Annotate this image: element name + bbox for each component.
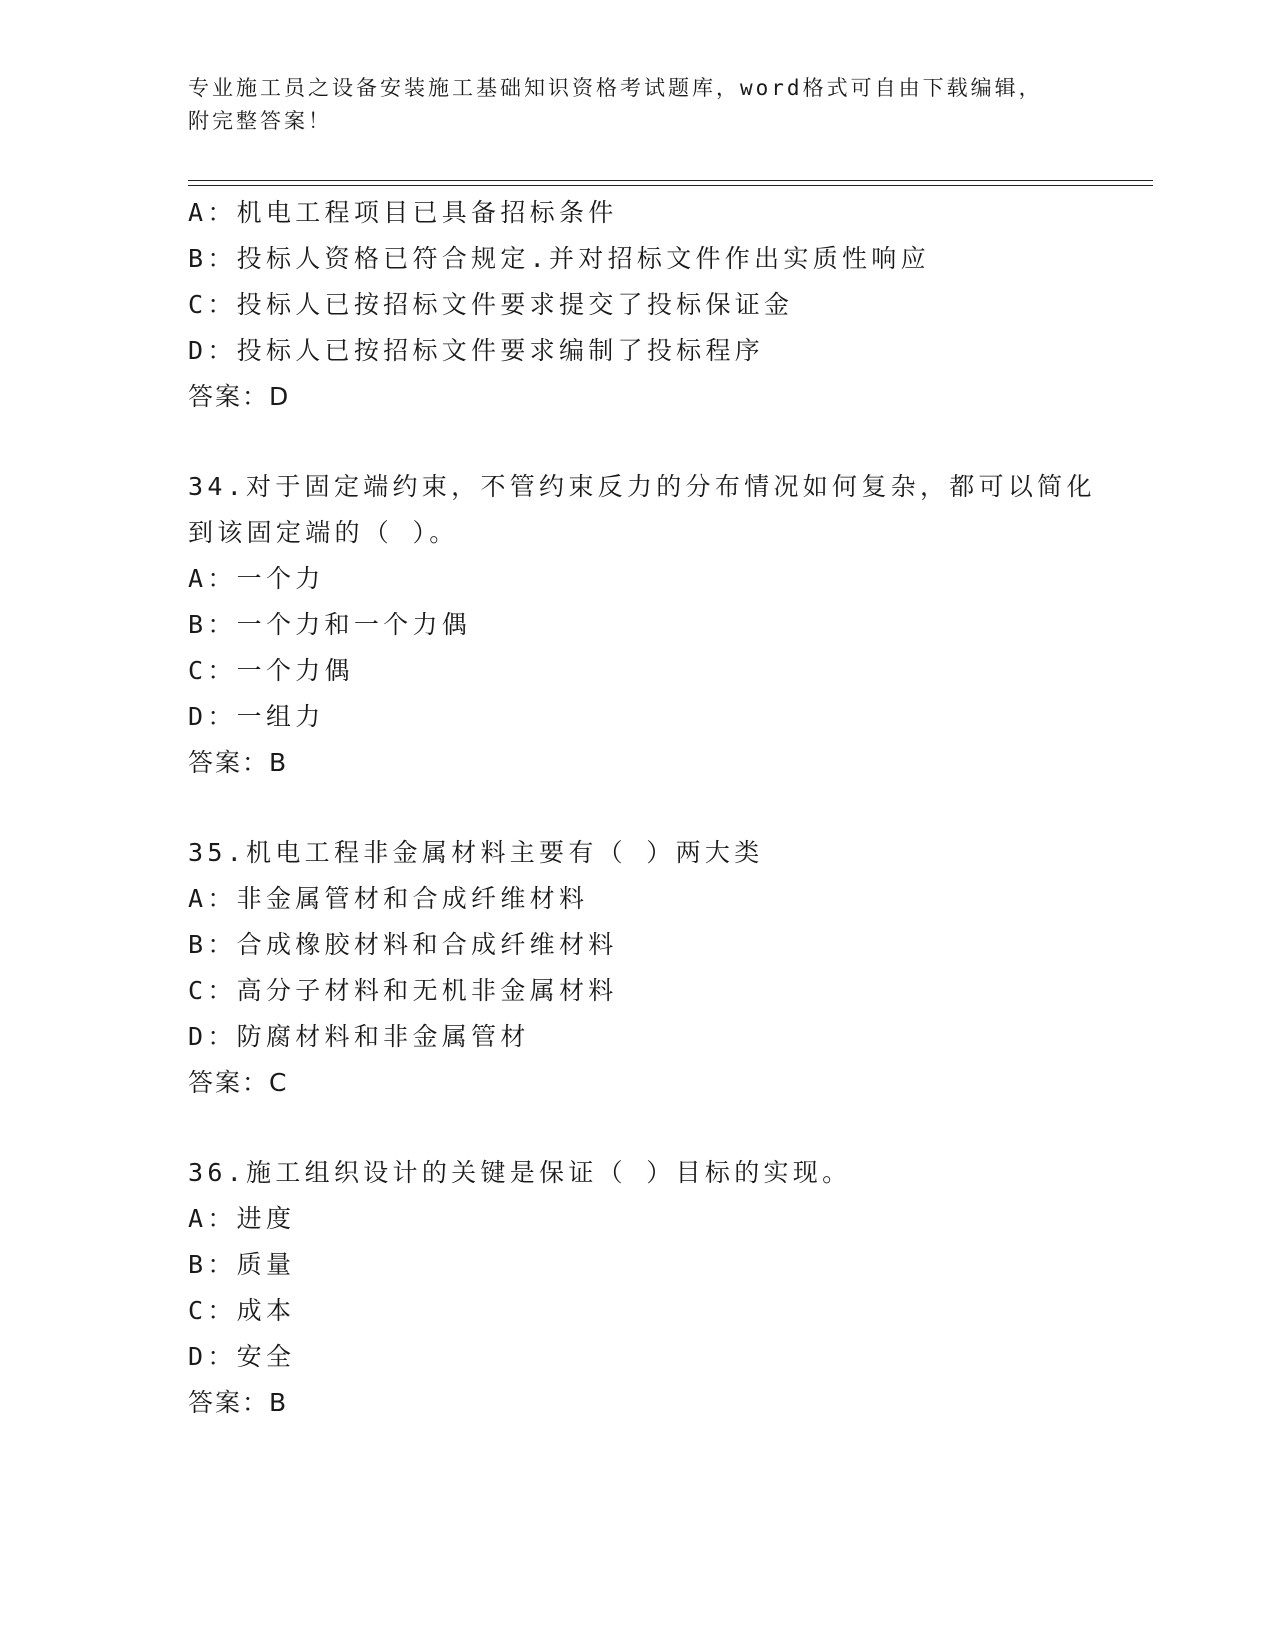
question-spacer (188, 420, 1088, 464)
option-d: D：一组力 (188, 702, 325, 731)
question-text-line-1: 34.对于固定端约束，不管约束反力的分布情况如何复杂，都可以简化 (188, 472, 1096, 501)
question-33 (188, 190, 1088, 420)
question-36 (188, 1150, 1088, 1426)
document-header (188, 72, 1088, 138)
header-line-2: 附完整答案！ (188, 109, 332, 133)
option-b: B：一个力和一个力偶 (188, 610, 472, 639)
question-spacer (188, 786, 1088, 830)
option-d: D：投标人已按招标文件要求编制了投标程序 (188, 336, 765, 365)
answer-label: 答案：C (188, 1068, 289, 1097)
question-list (188, 190, 1096, 1426)
question-text: 36.施工组织设计的关键是保证（ ）目标的实现。 (188, 1158, 852, 1187)
question-35 (188, 830, 1088, 1106)
option-c: C：一个力偶 (188, 656, 354, 685)
option-a: A：一个力 (188, 564, 325, 593)
header-divider-bottom (188, 185, 1153, 186)
option-a: A：非金属管材和合成纤维材料 (188, 884, 589, 913)
option-b: B：投标人资格已符合规定.并对招标文件作出实质性响应 (188, 244, 930, 273)
question-34 (188, 464, 1096, 786)
option-c: C：高分子材料和无机非金属材料 (188, 976, 618, 1005)
question-spacer (188, 1106, 1088, 1150)
answer-label: 答案：D (188, 382, 291, 411)
option-b: B：质量 (188, 1250, 296, 1279)
answer-label: 答案：B (188, 1388, 289, 1417)
header-divider-top (188, 180, 1153, 181)
option-d: D：安全 (188, 1342, 296, 1371)
question-text: 35.机电工程非金属材料主要有（ ）两大类 (188, 838, 764, 867)
option-b: B：合成橡胶材料和合成纤维材料 (188, 930, 618, 959)
option-a: A：进度 (188, 1204, 296, 1233)
option-c: C：投标人已按招标文件要求提交了投标保证金 (188, 290, 794, 319)
option-a: A：机电工程项目已具备招标条件 (188, 198, 618, 227)
option-d: D：防腐材料和非金属管材 (188, 1022, 530, 1051)
answer-label: 答案：B (188, 748, 289, 777)
header-line-1: 专业施工员之设备安装施工基础知识资格考试题库，word格式可自由下载编辑， (188, 76, 1043, 100)
question-text-line-2: 到该固定端的（ ）。 (188, 518, 459, 547)
option-c: C：成本 (188, 1296, 296, 1325)
